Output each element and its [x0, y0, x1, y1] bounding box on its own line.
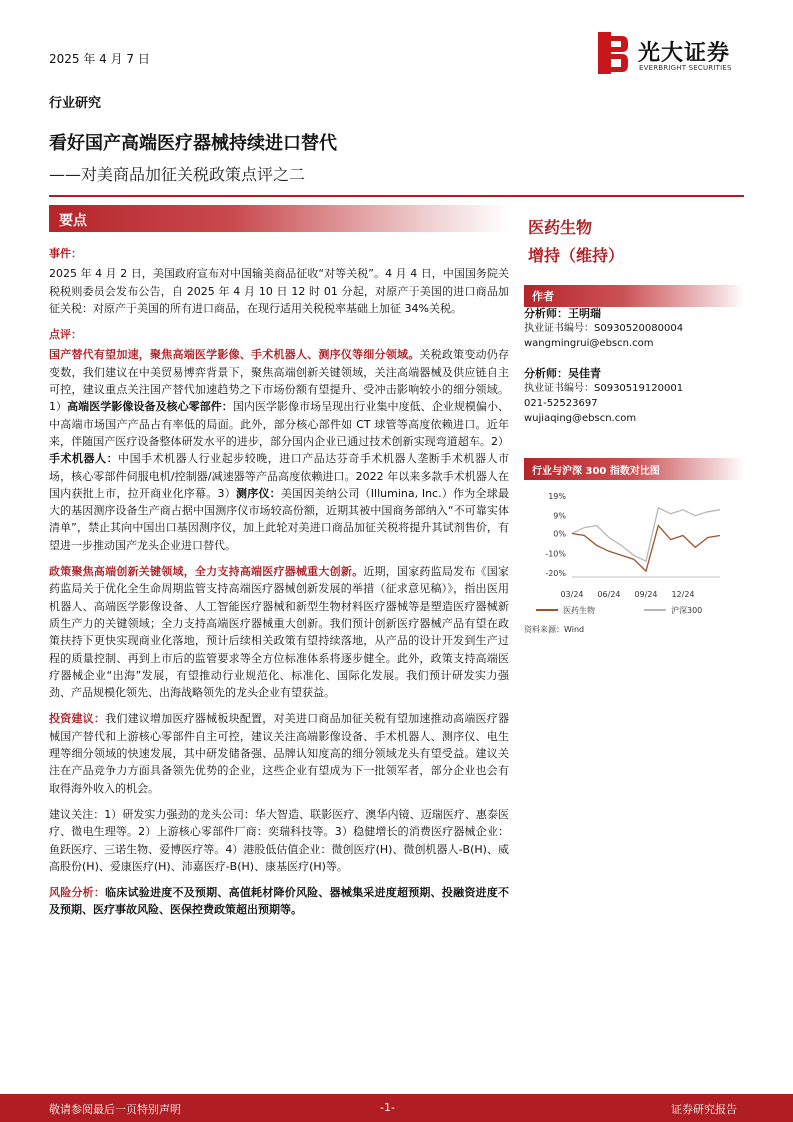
y-tick-label: -20% — [545, 569, 566, 579]
x-tick-label: 03/24 — [560, 590, 584, 599]
report-category: 行业研究 — [49, 96, 102, 111]
investment-text: 我们建议增加医疗器械板块配置，对美进口商品加征关税有望加速推动高端医疗器械国产替代和上游核心零部件自主可控，建议关注高端影像设备、手术机器人、测序仪、电生理等细分领域的快速发展，其中研发储备强、品牌认知度高的细分领域龙头有望受益。建议关注在产品竞争力方面具备领先优势的企业，这些企业有望成为下一批领军者，部分企业也会有取得海外收入的机会。 — [49, 712, 509, 795]
footer-report-type: 证券研究报告 — [671, 1103, 737, 1116]
company-logo — [598, 32, 748, 77]
comment-text-4: 美国因美纳公司（Illumina, Inc.）作为全球最大的基因测序设备生产商占据中国测序仪市场较高份额，近期其被中国商务部纳入“不可靠实体清单”，禁止其向中国出口基因测序仪，加上此轮对美进口商品加征关税将提升其试剂售价，有望进一步推动国产龙头企业进口替代。 — [49, 486, 509, 552]
analyst-email: wangmingrui@ebscn.com — [524, 338, 654, 349]
comment-text-2: 国内医学影像市场呈现出行业集中度低、企业规模偏小、中高端市场国产产品占有率低的局面。此外，部分核心部件如 CT 球管等高度依赖进口。近年来，伴随国产医疗设备整体研发水平的进步，部分国内企业已通过技术创新实现弯道超车。2） — [49, 400, 510, 448]
main-content — [49, 245, 509, 928]
author-header — [524, 285, 744, 307]
analyst-email: wujiaqing@ebscn.com — [524, 413, 637, 424]
key-points-label: 要点 — [59, 213, 87, 229]
investment-lead: 投资建议： — [49, 712, 106, 726]
analyst-cert: 执业证书编号：S0930519120001 — [524, 383, 684, 394]
x-tick-label: 06/24 — [597, 590, 621, 599]
author-label: 作者 — [532, 290, 554, 303]
footer-disclaimer: 敬请参阅最后一页特别声明 — [49, 1103, 181, 1116]
comment-text-1: 关税政策变动仍存变数，我们建议在中美贸易博弈背景下，聚焦高端创新关键领域，关注高端器械及供应链自主可控，建议重点关注国产替代加速趋势之下市场份额有望提升、受冲击影响较小的细分领域。1） — [49, 348, 510, 414]
policy-lead: 政策聚焦高端创新关键领域，全力支持高端医疗器械重大创新。 — [49, 565, 364, 579]
title-divider — [49, 195, 744, 197]
index-comparison-chart — [524, 484, 744, 614]
robot-subhead: 手术机器人： — [49, 452, 119, 466]
y-tick-label: -10% — [545, 549, 566, 559]
series-line — [572, 526, 720, 572]
y-tick-label: 0% — [553, 529, 566, 539]
analyst-cert: 执业证书编号：S0930520080004 — [524, 323, 684, 334]
analyst-2 — [524, 366, 683, 426]
logo-english-name: EVERBRIGHT SECURITIES — [639, 64, 732, 72]
y-tick-label: 19% — [548, 491, 566, 501]
chart-header — [524, 458, 744, 480]
report-subtitle: ——对美商品加征关税政策点评之二 — [49, 165, 306, 184]
comment-paragraph — [49, 346, 509, 554]
y-tick-label: 9% — [553, 511, 566, 521]
event-paragraph: 2025 年 4 月 2 日，美国政府宣布对中国输美商品征收“对等关税”。4 月 4 日，中国国务院关税税则委员会发布公告，自 2025 年 4 月 10 日 12 时 01 分起，对原产于美国的进口商品加征关税：对原产于美国的所有进口商品，在现行适用关税税率基础上加征 34%关税。 — [49, 267, 509, 315]
analyst-phone: 021-52523697 — [524, 398, 598, 409]
logo-chinese-name: 光大证券 — [638, 41, 731, 66]
x-tick-label: 12/24 — [671, 590, 695, 599]
investment-paragraph — [49, 710, 509, 796]
event-heading: 事件： — [49, 247, 82, 260]
sector-name: 医药生物 — [528, 218, 593, 237]
analyst-name: 分析师：王明瑞 — [524, 307, 601, 320]
page-footer — [0, 1094, 793, 1122]
sector-rating: 增持（维持） — [528, 246, 625, 265]
comment-heading: 点评： — [49, 328, 82, 342]
report-title: 看好国产高端医疗器械持续进口替代 — [49, 133, 337, 154]
x-tick-label: 09/24 — [634, 590, 658, 599]
chart-title: 行业与沪深 300 指数对比图 — [532, 466, 660, 477]
analyst-1 — [524, 306, 683, 351]
legend-label: 沪深300 — [671, 606, 703, 614]
risk-text: 临床试验进度不及预期、高值耗材降价风险、器械集采进度超预期、投融资进度不及预期、医疗事故风险、医保控费政策超出预期等。 — [49, 886, 509, 917]
analyst-name: 分析师：吴佳青 — [524, 367, 601, 380]
legend-label: 医药生物 — [563, 606, 595, 614]
everbright-logo-icon — [598, 32, 628, 74]
risk-paragraph — [49, 884, 509, 919]
comment-lead: 国产替代有望加速，聚焦高端医学影像、手术机器人、测序仪等细分领域。 — [49, 348, 420, 362]
risk-lead: 风险分析： — [49, 886, 106, 900]
chart-source: 资料来源：Wind — [524, 625, 585, 634]
watchlist-paragraph: 建议关注：1）研发实力强劲的龙头公司：华大智造、联影医疗、澳华内镜、迈瑞医疗、惠泰医疗、微电生理等。2）上游核心零部件厂商：奕瑞科技等。3）稳健增长的消费医疗器械企业：鱼跃医疗、三诺生物、爱博医疗等。4）港股低估值企业：微创医疗(H)、微创机器人-B(H)、威高股份(H)、爱康医疗(H)、沛嘉医疗-B(H)、康基医疗(H)等。 — [49, 807, 509, 873]
policy-paragraph — [49, 563, 509, 701]
page-number: -1- — [380, 1101, 395, 1114]
key-points-header — [49, 205, 509, 232]
sequencer-subhead: 测序仪： — [235, 486, 281, 500]
imaging-subhead: 高端医学影像设备及核心零部件： — [67, 400, 233, 414]
series-line — [572, 508, 720, 561]
policy-text: 近期，国家药监局发布《国家药监局关于优化全生命周期监管支持高端医疗器械创新发展的举措（征求意见稿）》，指出医用机器人、高端医学影像设备、人工智能医疗器械和新型生物材料医疗器械等是塑造医疗器械新质生产力的关键领域；全力支持高端医疗器械重大创新。我们预计创新医疗器械产品有望在政策扶持下更快实现商业化落地，预计后续相关政策有望持续落地，从产品的设计开发到生产过程的质量控制、再到上市后的监管要求等全方位标准体系将逐步健全。此外，政策支持高端医疗器械企业“出海”发展，有望推动行业规范化、标准化、国际化发展。我们预计研发实力强劲、产品规模化领先、出海战略领先的龙头企业有望获益。 — [49, 565, 510, 700]
comment-text-3: 中国手术机器人行业起步较晚，进口产品达芬奇手术机器人垄断手术机器人市场，核心零部件伺服电机/控制器/减速器等产品高度依赖进口。2022 年以来多款手术机器人在国内获批上市，拉开商业化序幕。3） — [49, 452, 509, 500]
report-date: 2025 年 4 月 7 日 — [49, 52, 150, 66]
